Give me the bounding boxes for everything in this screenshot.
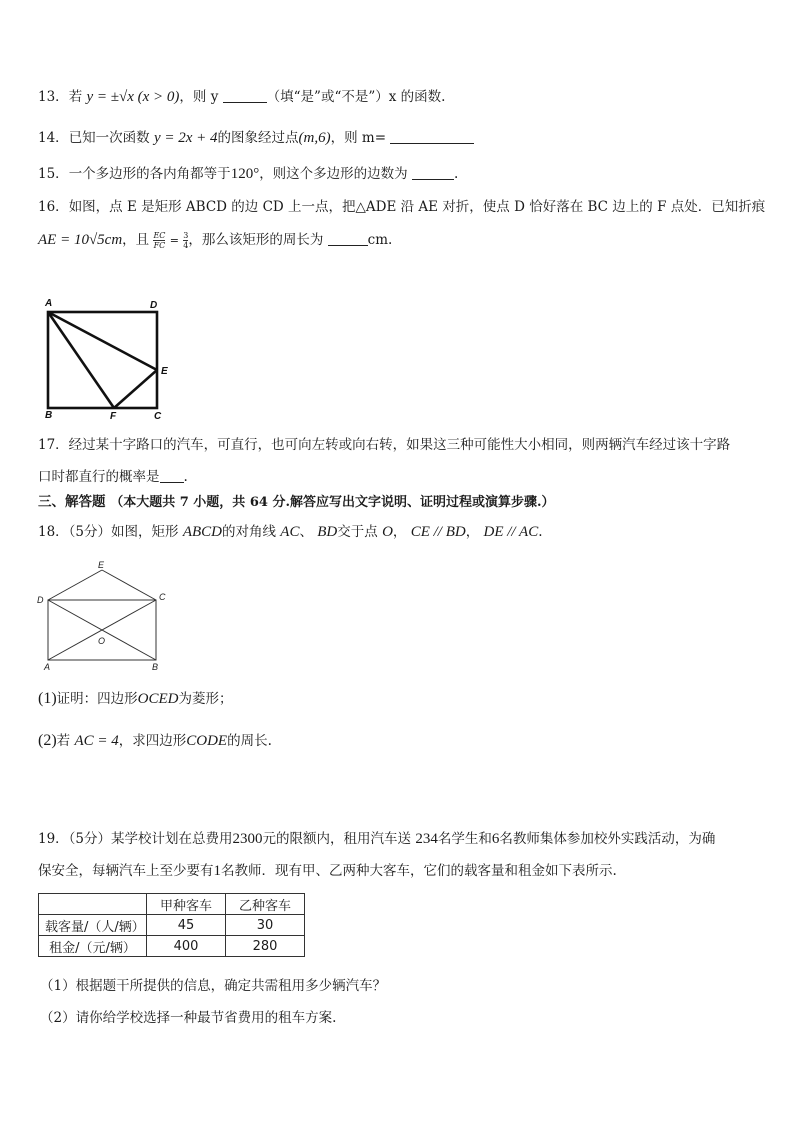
label-A: A (45, 298, 53, 309)
question-14: 14．已知一次函数 y = 2x + 4的图象经过点(m,6)，则 m= (38, 128, 474, 148)
table-header-row: 甲种客车 乙种客车 (39, 894, 305, 915)
label-E: E (98, 560, 105, 570)
question-19-part1: （1）根据题干所提供的信息，确定共需租用多少辆汽车？ (40, 978, 387, 994)
figure-rectangle-rhombus (34, 560, 174, 672)
answer-blank (223, 88, 267, 103)
label-O: O (98, 636, 106, 646)
figure-rectangle-fold (40, 294, 180, 424)
question-19-part2: （2）请你给学校选择一种最节省费用的租车方案. (40, 1010, 337, 1026)
question-16-line2: AE = 10√5cm，且 $\frac{EC}{FC}$ = $\frac{3}{4}$ ，那么该矩形的周长为 cm. (38, 231, 393, 250)
question-18-part1: (1)证明：四边形OCED为菱形； (38, 690, 233, 707)
label-C: C (154, 411, 162, 422)
label-C: C (159, 592, 166, 602)
q13-formula: y = ±√x (x > 0) (86, 89, 180, 105)
bus-table (38, 893, 305, 957)
fraction-ec-fc: $\frac{EC}{FC}$ (153, 231, 166, 250)
table-row: 租金/（元/辆） 400 280 (39, 936, 305, 957)
table-row: 载客量/（人/辆） 45 30 (39, 915, 305, 936)
label-E: E (161, 366, 168, 377)
question-15: 15．一个多边形的各内角都等于120°，则这个多边形的边数为 . (38, 166, 459, 182)
answer-blank (328, 231, 368, 246)
question-17-line2: 口时都直行的概率是 . (38, 469, 188, 485)
question-16: 16．如图，点 E 是矩形 ABCD 的边 CD 上一点，把△ADE 沿 AE 对折，使点 D 恰好落在 BC 边上的 F 点处．已知折痕 (38, 199, 766, 215)
label-B: B (152, 662, 159, 672)
fraction-3-4: $\frac{3}{4}$ (183, 231, 189, 250)
question-19-line2: 保安全，每辆汽车上至少要有1名教师．现有甲、乙两种大客车，它们的载客量和租金如下表所示. (38, 863, 617, 879)
answer-blank (412, 165, 454, 180)
question-18-part2: (2)若 AC = 4，求四边形CODE的周长. (38, 732, 272, 749)
question-19: 19．（5分）某学校计划在总费用2300元的限额内，租用汽车送 234名学生和6名教师集体参加校外实践活动，为确 (38, 831, 716, 847)
question-18: 18．（5分）如图，矩形 ABCD的对角线 AC、 BD交于点 O， CE // BD， DE // AC. (38, 524, 543, 540)
section-title: 三、解答题 （本大题共 7 小题，共 64 分.解答应写出文字说明、证明过程或演算步骤.） (38, 494, 555, 510)
answer-blank (390, 129, 474, 144)
q14-formula: y = 2x + 4 (153, 130, 218, 146)
question-13: 13．若 y = ±√x (x > 0)，则 y （填“是”或“不是”）x 的函数. (38, 89, 446, 105)
label-A: A (44, 662, 51, 672)
question-17: 17．经过某十字路口的汽车，可直行，也可向左转或向右转，如果这三种可能性大小相同，则两辆汽车经过该十字路 (38, 437, 731, 453)
label-F: F (110, 411, 117, 422)
label-D: D (150, 300, 158, 311)
answer-blank (160, 468, 184, 483)
label-D: D (37, 595, 44, 605)
label-B: B (45, 410, 53, 421)
